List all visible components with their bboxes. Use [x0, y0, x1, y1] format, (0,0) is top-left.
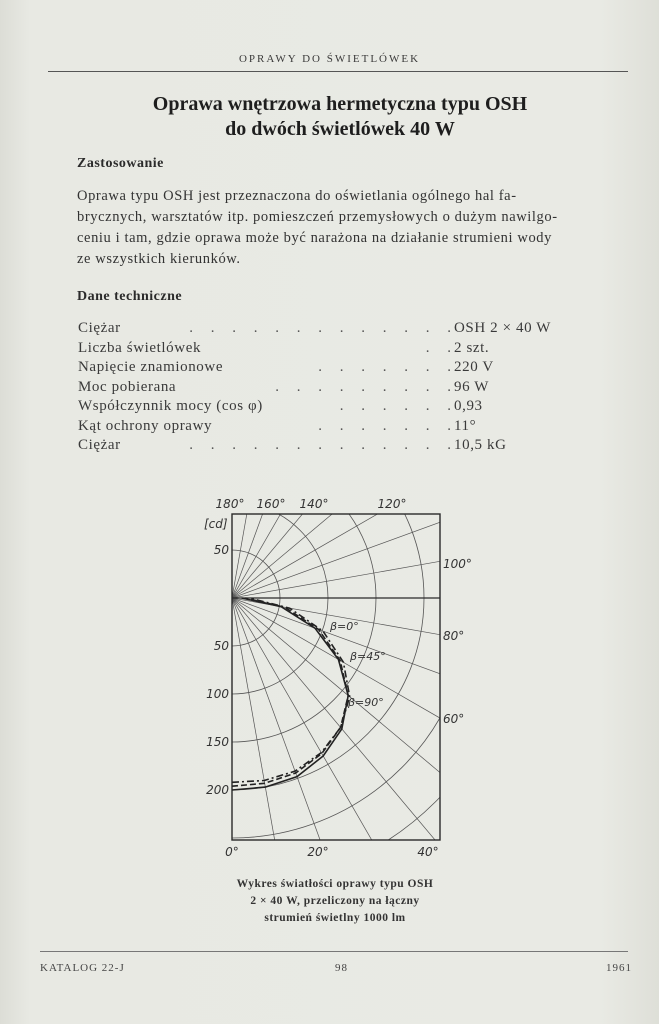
grid-ray — [232, 511, 659, 598]
spec-row — [78, 437, 598, 457]
paragraph-line: ceniu i tam, gdzie oprawa może być narażona na działanie strumieni wody — [77, 230, 553, 246]
grid-ray — [232, 598, 615, 919]
angle-label-0: 0° — [225, 845, 239, 859]
leader-dots: . . . . . . . . . — [275, 378, 458, 395]
spec-value: 96 W — [454, 378, 490, 395]
unit-label: [cd] — [204, 517, 228, 531]
paragraph-line: ze wszystkich kierunków. — [77, 251, 241, 267]
series-label-beta-90: β=90° — [348, 696, 384, 709]
paragraph-line: brycznych, warsztatów itp. pomieszczeń przemysłowych o dużym nawilgo- — [77, 209, 558, 225]
radial-label-upper-50: 50 — [213, 543, 229, 557]
spec-label: Moc pobierana — [78, 378, 177, 395]
angle-label-60: 60° — [443, 712, 465, 726]
spec-row — [78, 398, 598, 418]
zastosowanie-paragraph — [77, 186, 629, 270]
leader-dots: . . . . . . . . . . . . . — [189, 320, 458, 336]
angle-label-180: 180° — [215, 497, 245, 511]
series-label-beta-0: β=0° — [330, 620, 359, 633]
angle-label-100: 100° — [443, 557, 472, 571]
polar-intensity-chart — [190, 488, 472, 868]
title-line-2: do dwóch świetlówek 40 W — [225, 118, 455, 140]
angle-label-120: 120° — [377, 497, 407, 511]
chart-caption — [190, 876, 480, 927]
grid-ray — [232, 598, 319, 1024]
year: 1961 — [606, 962, 632, 974]
running-header: OPRAWY DO ŚWIETLÓWEK — [238, 53, 421, 65]
footer-rule — [40, 951, 628, 952]
header-rule — [48, 71, 628, 72]
spec-row — [78, 320, 598, 340]
angle-label-80: 80° — [443, 629, 465, 643]
spec-row — [78, 379, 598, 399]
plot-frame — [232, 514, 440, 840]
spec-label: Liczba świetlówek — [78, 339, 202, 356]
angle-label-20: 20° — [307, 845, 329, 859]
leader-dots: . . . . . . . . . . . . . — [189, 437, 458, 453]
series-label-beta-45: β=45° — [350, 650, 386, 663]
catalog-name: KATALOG 22-J — [40, 962, 125, 974]
radial-label-150: 150 — [206, 735, 229, 749]
section-heading-dane: Dane techniczne — [77, 289, 183, 304]
spec-label: Kąt ochrony oprawy — [78, 417, 213, 434]
leader-dots: . . — [425, 339, 458, 356]
spec-row — [78, 418, 598, 438]
grid-ray — [232, 598, 659, 769]
section-heading-zastosowanie: Zastosowanie — [77, 156, 164, 171]
caption-line: strumień świetlny 1000 lm — [264, 912, 406, 924]
page-number: 98 — [335, 962, 348, 974]
title-line-1: Oprawa wnętrzowa hermetyczna typu OSH — [152, 93, 528, 115]
spec-value: 0,93 — [454, 398, 483, 414]
spec-label: Napięcie znamionowe — [78, 359, 224, 375]
spec-value: 11° — [454, 417, 477, 434]
spec-label: Ciężar — [78, 320, 121, 336]
spec-row — [78, 359, 598, 379]
leader-dots: . . . . . . — [339, 398, 458, 414]
paragraph-line: Oprawa typu OSH jest przeznaczona do oświetlania ogólnego hal fa- — [77, 188, 517, 204]
spec-value: 220 V — [454, 359, 494, 375]
spec-label: Współczynnik mocy (cos φ) — [78, 398, 263, 414]
angle-label-160: 160° — [256, 497, 286, 511]
leader-dots: . . . . . . . — [318, 359, 458, 375]
radial-label-100: 100 — [206, 687, 229, 701]
caption-line: Wykres światłości oprawy typu OSH — [236, 878, 434, 890]
spec-label: Ciężar — [78, 437, 121, 453]
leader-dots: . . . . . . . — [318, 417, 458, 434]
spec-value: OSH 2 × 40 W — [454, 320, 552, 336]
radial-label-200: 200 — [206, 783, 229, 797]
spec-row — [78, 340, 598, 360]
spec-value: 2 szt. — [454, 339, 490, 356]
spec-value: 10,5 kG — [454, 437, 507, 453]
page-title — [60, 92, 620, 142]
angle-label-140: 140° — [299, 497, 329, 511]
caption-line: 2 × 40 W, przeliczony na łączny — [250, 895, 420, 907]
angle-label-40: 40° — [417, 845, 439, 859]
radial-label-50: 50 — [213, 639, 229, 653]
technical-data-list — [78, 320, 598, 457]
